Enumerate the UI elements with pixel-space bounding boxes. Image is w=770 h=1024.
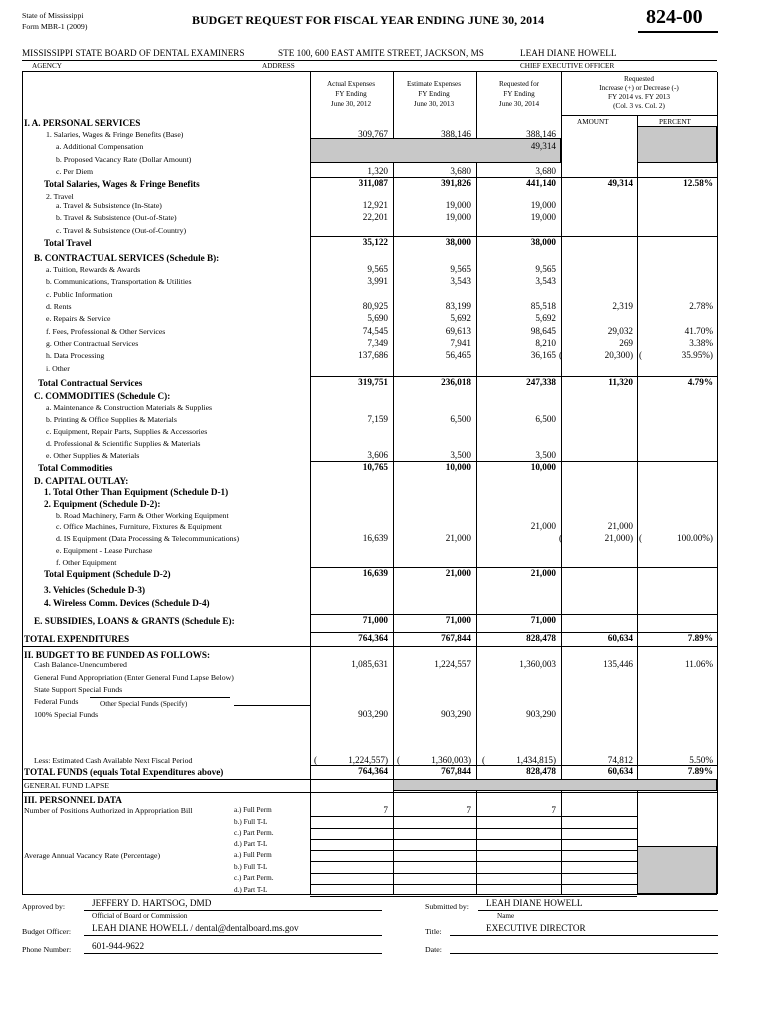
- cell-value: 21,000: [530, 521, 556, 531]
- other-special-funds-label: Other Special Funds (Specify): [100, 700, 188, 708]
- cell-value: 8,210: [535, 338, 556, 348]
- cell-value: 903,290: [358, 709, 388, 719]
- row-label: c. Equipment, Repair Parts, Supplies & Accessories: [46, 427, 208, 436]
- cell-value: 74,812: [607, 755, 633, 765]
- row-label: II. BUDGET TO BE FUNDED AS FOLLOWS:: [24, 650, 211, 660]
- open-paren: (: [639, 533, 643, 543]
- row-label: b. Road Machinery, Farm & Other Working Equipment: [56, 511, 229, 520]
- row-label: D. CAPITAL OUTLAY:: [34, 476, 129, 486]
- agency-name: MISSISSIPPI STATE BOARD OF DENTAL EXAMINERS: [22, 48, 245, 58]
- personnel-rule: [310, 816, 637, 817]
- col1-header: Actual Expenses FY Ending June 30, 2012: [326, 80, 376, 108]
- row-label: b. Proposed Vacancy Rate (Dollar Amount): [56, 155, 192, 164]
- signature-line: [84, 935, 382, 936]
- row-label: Total Equipment (Schedule D-2): [44, 569, 171, 579]
- row-label: General Fund Appropriation (Enter General Fund Lapse Below): [34, 673, 234, 682]
- row-label: 2. Equipment (Schedule D-2):: [44, 499, 161, 509]
- cell-value: 441,140: [526, 178, 556, 188]
- row-label: c. Per Diem: [56, 167, 94, 176]
- cell-value: 11.06%: [685, 659, 713, 669]
- submitted-name: LEAH DIANE HOWELL: [486, 898, 583, 908]
- cell-value: 10,000: [530, 462, 556, 472]
- cell-value: 19,000: [445, 212, 471, 222]
- approved-label: Approved by:: [22, 902, 66, 911]
- open-paren: (: [314, 755, 318, 765]
- cell-value: 10,000: [445, 462, 471, 472]
- row-label: 3. Vehicles (Schedule D-3): [44, 585, 146, 595]
- cell-value: 5.50%: [689, 755, 713, 765]
- grid-line: [637, 115, 638, 894]
- row-label: 100% Special Funds: [34, 710, 99, 719]
- special-funds-rule: [234, 705, 310, 706]
- cell-value: 3,680: [535, 166, 556, 176]
- cell-value: 100.00%): [677, 533, 713, 543]
- cell-value: 388,146: [441, 129, 471, 139]
- cell-value: 7: [551, 805, 556, 815]
- personnel-rule: [310, 884, 637, 885]
- cell-value: 11,320: [608, 377, 633, 387]
- cell-value: 764,364: [358, 766, 388, 776]
- personnel-sub-label: a.) Full Perm: [234, 806, 272, 814]
- personnel-rule: [310, 861, 637, 862]
- row-label: e. Other Supplies & Materials: [46, 451, 140, 460]
- page-title: BUDGET REQUEST FOR FISCAL YEAR ENDING JUNE 30, 2014: [192, 13, 545, 27]
- cell-value: 137,686: [358, 350, 388, 360]
- agency-label: AGENCY: [32, 62, 62, 70]
- col3-header: Requested for FY Ending June 30, 2014: [498, 80, 540, 108]
- cell-value: 80,925: [362, 301, 388, 311]
- cell-value: 19,000: [445, 200, 471, 210]
- cell-value: 16,639: [362, 533, 388, 543]
- row-label: a. Additional Compensation: [56, 142, 144, 151]
- cell-value: 60,634: [607, 633, 633, 643]
- cell-value: 828,478: [526, 766, 556, 776]
- row-label: 2. Travel: [46, 192, 74, 201]
- cell-value: 60,634: [607, 766, 633, 776]
- state-label: State of Mississippi: [22, 11, 84, 20]
- cell-value: 1,085,631: [351, 659, 388, 669]
- cell-value: 3,543: [450, 276, 471, 286]
- personnel-rule: [310, 828, 637, 829]
- cell-value: 903,290: [526, 709, 556, 719]
- shaded-cell: [393, 779, 717, 791]
- row-label: b. Communications, Transportation & Utilities: [46, 277, 192, 286]
- cell-value: 135,446: [603, 659, 633, 669]
- cell-value: 9,565: [535, 264, 556, 274]
- cell-value: 3,680: [450, 166, 471, 176]
- budget-officer-label: Budget Officer:: [22, 927, 72, 936]
- col4-header-rule: [561, 115, 717, 116]
- signature-line: [84, 953, 382, 954]
- cell-value: 3,500: [450, 450, 471, 460]
- cell-value: 9,565: [367, 264, 388, 274]
- cell-value: 311,087: [358, 178, 388, 188]
- open-paren: (: [559, 533, 563, 543]
- cell-value: 36,165: [530, 350, 556, 360]
- grid-line: [476, 72, 477, 894]
- row-label: f. Other Equipment: [56, 558, 117, 567]
- title-value: EXECUTIVE DIRECTOR: [486, 923, 586, 933]
- open-paren: (: [639, 350, 643, 360]
- row-label: Cash Balance-Unencumbered: [34, 660, 127, 669]
- section-rule: [22, 646, 717, 647]
- signature-line: [478, 910, 718, 911]
- row-label: c. Public Information: [46, 290, 113, 299]
- row-label: 4. Wireless Comm. Devices (Schedule D-4): [44, 598, 210, 608]
- cell-value: 35,122: [362, 237, 388, 247]
- grid-line: [310, 72, 311, 894]
- cell-value: 3,500: [535, 450, 556, 460]
- cell-value: 764,364: [358, 633, 388, 643]
- personnel-sub-label: c.) Part Perm.: [234, 829, 274, 837]
- cell-value: 1,224,557: [434, 659, 471, 669]
- cell-value: 5,692: [450, 313, 471, 323]
- special-funds-rule: [90, 697, 230, 698]
- form-label: Form MBR-1 (2009): [22, 22, 88, 31]
- cell-value: 71,000: [530, 615, 556, 625]
- cell-value: 3,606: [367, 450, 388, 460]
- open-paren: (: [559, 350, 563, 360]
- row-label: e. Equipment - Lease Purchase: [56, 546, 153, 555]
- table-bottom-rule: [22, 894, 717, 895]
- approved-name: JEFFERY D. HARTSOG, DMD: [92, 898, 212, 908]
- row-label: State Support Special Funds: [34, 685, 123, 694]
- phone-label: Phone Number:: [22, 945, 72, 954]
- cell-value: 49,314: [607, 178, 633, 188]
- date-label: Date:: [425, 945, 442, 954]
- row-label: TOTAL EXPENDITURES: [24, 634, 130, 644]
- row-label: Total Commodities: [38, 463, 113, 473]
- address-label: ADDRESS: [262, 62, 295, 70]
- cell-value: 388,146: [526, 129, 556, 139]
- cell-value: 85,518: [530, 301, 556, 311]
- cell-value: 21,000: [445, 568, 471, 578]
- cell-value: 828,478: [526, 633, 556, 643]
- row-label: GENERAL FUND LAPSE: [24, 781, 110, 790]
- cell-value: 29,032: [607, 326, 633, 336]
- section-rule: [22, 779, 717, 780]
- cell-value: 269: [619, 338, 633, 348]
- cell-value: 19,000: [530, 212, 556, 222]
- cell-value: 49,314: [530, 141, 556, 151]
- row-label: i. Other: [46, 364, 70, 373]
- cell-value: 7: [383, 805, 388, 815]
- personnel-rule: [310, 873, 637, 874]
- cell-value: 7.89%: [687, 633, 713, 643]
- ceo-label: CHIEF EXECUTIVE OFFICER: [520, 62, 615, 70]
- ceo-name: LEAH DIANE HOWELL: [520, 48, 617, 58]
- percent-header: PERCENT: [659, 118, 691, 126]
- row-label: Less: Estimated Cash Available Next Fiscal Period: [34, 756, 193, 765]
- cell-value: 1,360,003): [431, 755, 471, 765]
- cell-value: 35.95%): [681, 350, 713, 360]
- cell-value: 5,690: [367, 313, 388, 323]
- cell-value: 7,159: [367, 414, 388, 424]
- cell-value: 69,613: [445, 326, 471, 336]
- row-label: b. Printing & Office Supplies & Materials: [46, 415, 177, 424]
- signature-line: [84, 910, 382, 911]
- row-label: g. Other Contractual Services: [46, 339, 139, 348]
- row-label: I. A. PERSONAL SERVICES: [24, 118, 141, 128]
- personnel-sub-label: c.) Part Perm.: [234, 874, 274, 882]
- cell-value: 74,545: [362, 326, 388, 336]
- row-label: Average Annual Vacancy Rate (Percentage): [24, 851, 161, 860]
- row-label: TOTAL FUNDS (equals Total Expenditures above): [24, 767, 224, 777]
- cell-value: 767,844: [441, 633, 471, 643]
- row-label: d. Rents: [46, 302, 72, 311]
- code-underline: [638, 31, 718, 33]
- row-label: Total Travel: [44, 238, 92, 248]
- cell-value: 1,320: [367, 166, 388, 176]
- row-label: b. Travel & Subsistence (Out-of-State): [56, 213, 177, 222]
- cell-value: 309,767: [358, 129, 388, 139]
- cell-value: 9,565: [450, 264, 471, 274]
- open-paren: (: [482, 755, 486, 765]
- cell-value: 71,000: [362, 615, 388, 625]
- cell-value: 7: [466, 805, 471, 815]
- cell-value: 2,319: [612, 301, 633, 311]
- cell-value: 3,543: [535, 276, 556, 286]
- personnel-rule: [310, 839, 637, 840]
- cell-value: 56,465: [445, 350, 471, 360]
- cell-value: 38,000: [445, 237, 471, 247]
- col2-header: Estimate Expenses FY Ending June 30, 2013: [406, 80, 462, 108]
- row-label: h. Data Processing: [46, 351, 105, 360]
- cell-value: 12,921: [362, 200, 388, 210]
- form-code: 824-00: [646, 6, 703, 28]
- phone-value: 601-944-9622: [92, 941, 145, 951]
- approved-caption: Official of Board or Commission: [92, 912, 188, 920]
- cell-value: 3.38%: [689, 338, 713, 348]
- row-label: a. Travel & Subsistence (In-State): [56, 201, 162, 210]
- cell-value: 767,844: [441, 766, 471, 776]
- personnel-sub-label: d.) Part T-L: [234, 840, 268, 848]
- cell-value: 2.78%: [689, 301, 713, 311]
- amount-header: AMOUNT: [577, 118, 609, 126]
- row-label: Number of Positions Authorized in Appropriation Bill: [24, 806, 193, 815]
- row-label: Total Salaries, Wages & Fringe Benefits: [44, 179, 200, 189]
- cell-value: 10,765: [362, 462, 388, 472]
- personnel-sub-label: b.) Full T-L: [234, 863, 268, 871]
- row-label: C. COMMODITIES (Schedule C):: [34, 391, 171, 401]
- personnel-sub-label: d.) Part T-L: [234, 886, 268, 894]
- cell-value: 19,000: [530, 200, 556, 210]
- signature-line: [450, 953, 718, 954]
- cell-value: 41.70%: [684, 326, 713, 336]
- cell-value: 5,692: [535, 313, 556, 323]
- cell-value: 6,500: [450, 414, 471, 424]
- grid-line: [22, 72, 23, 894]
- grid-line: [717, 72, 718, 894]
- cell-value: 98,645: [530, 326, 556, 336]
- cell-value: 22,201: [362, 212, 388, 222]
- cell-value: 247,338: [526, 377, 556, 387]
- cell-value: 20,300): [604, 350, 633, 360]
- row-label: a. Maintenance & Construction Materials & Supplies: [46, 403, 213, 412]
- row-label: d. IS Equipment (Data Processing & Telecommunications): [56, 534, 240, 543]
- cell-value: 3,991: [367, 276, 388, 286]
- row-label: III. PERSONNEL DATA: [24, 795, 122, 805]
- cell-value: 391,826: [441, 178, 471, 188]
- row-label: 1. Salaries, Wages & Fringe Benefits (Base): [46, 130, 184, 139]
- cell-value: 21,000: [445, 533, 471, 543]
- cell-value: 1,360,003: [519, 659, 556, 669]
- row-label: a. Tuition, Rewards & Awards: [46, 265, 141, 274]
- cell-value: 16,639: [362, 568, 388, 578]
- section-rule: [22, 792, 717, 793]
- row-label: Federal Funds: [34, 697, 79, 706]
- personnel-rule: [310, 850, 637, 851]
- cell-value: 21,000: [607, 521, 633, 531]
- signature-line: [450, 935, 718, 936]
- cell-value: 1,224,557): [348, 755, 388, 765]
- budget-officer-value: LEAH DIANE HOWELL / dental@dentalboard.ms.gov: [92, 923, 299, 933]
- cell-value: 71,000: [445, 615, 471, 625]
- personnel-rule: [310, 896, 637, 897]
- submitted-label: Submitted by:: [425, 902, 469, 911]
- cell-value: 21,000): [604, 533, 633, 543]
- row-label: E. SUBSIDIES, LOANS & GRANTS (Schedule E):: [34, 616, 235, 626]
- cell-value: 12.58%: [683, 178, 713, 188]
- shaded-cell: [637, 126, 717, 163]
- open-paren: (: [397, 755, 401, 765]
- row-label: 1. Total Other Than Equipment (Schedule D-1): [44, 487, 229, 497]
- row-label: Total Contractual Services: [38, 378, 143, 388]
- cell-value: 21,000: [530, 568, 556, 578]
- title-label: Title:: [425, 927, 442, 936]
- agency-address: STE 100, 600 EAST AMITE STREET, JACKSON, MS: [278, 48, 484, 58]
- table-top-rule: [22, 71, 717, 72]
- col4-header: Requested Increase (+) or Decrease (-) FY 2014 vs. FY 2013 (Col. 3 vs. Col. 2): [599, 75, 679, 110]
- row-label: B. CONTRACTUAL SERVICES (Schedule B):: [34, 253, 220, 263]
- header-rule: [22, 60, 717, 61]
- cell-value: 7,941: [450, 338, 471, 348]
- cell-value: 236,018: [441, 377, 471, 387]
- cell-value: 7.89%: [687, 766, 713, 776]
- personnel-sub-label: b.) Full T-L: [234, 818, 268, 826]
- name-caption: Name: [497, 912, 515, 920]
- cell-value: 83,199: [445, 301, 471, 311]
- grid-line: [393, 72, 394, 894]
- row-label: c. Office Machines, Furniture, Fixtures & Equipment: [56, 522, 222, 531]
- cell-value: 38,000: [530, 237, 556, 247]
- cell-value: 4.79%: [687, 377, 713, 387]
- row-label: c. Travel & Subsistence (Out-of-Country): [56, 226, 187, 235]
- cell-value: 1,434,815): [516, 755, 556, 765]
- shaded-cell: [637, 846, 717, 894]
- cell-value: 903,290: [441, 709, 471, 719]
- row-label: f. Fees, Professional & Other Services: [46, 327, 166, 336]
- cell-value: 319,751: [358, 377, 388, 387]
- personnel-sub-label: a.) Full Perm: [234, 851, 272, 859]
- row-label: e. Repairs & Service: [46, 314, 111, 323]
- row-label: d. Professional & Scientific Supplies & Materials: [46, 439, 201, 448]
- cell-value: 7,349: [367, 338, 388, 348]
- cell-value: 6,500: [535, 414, 556, 424]
